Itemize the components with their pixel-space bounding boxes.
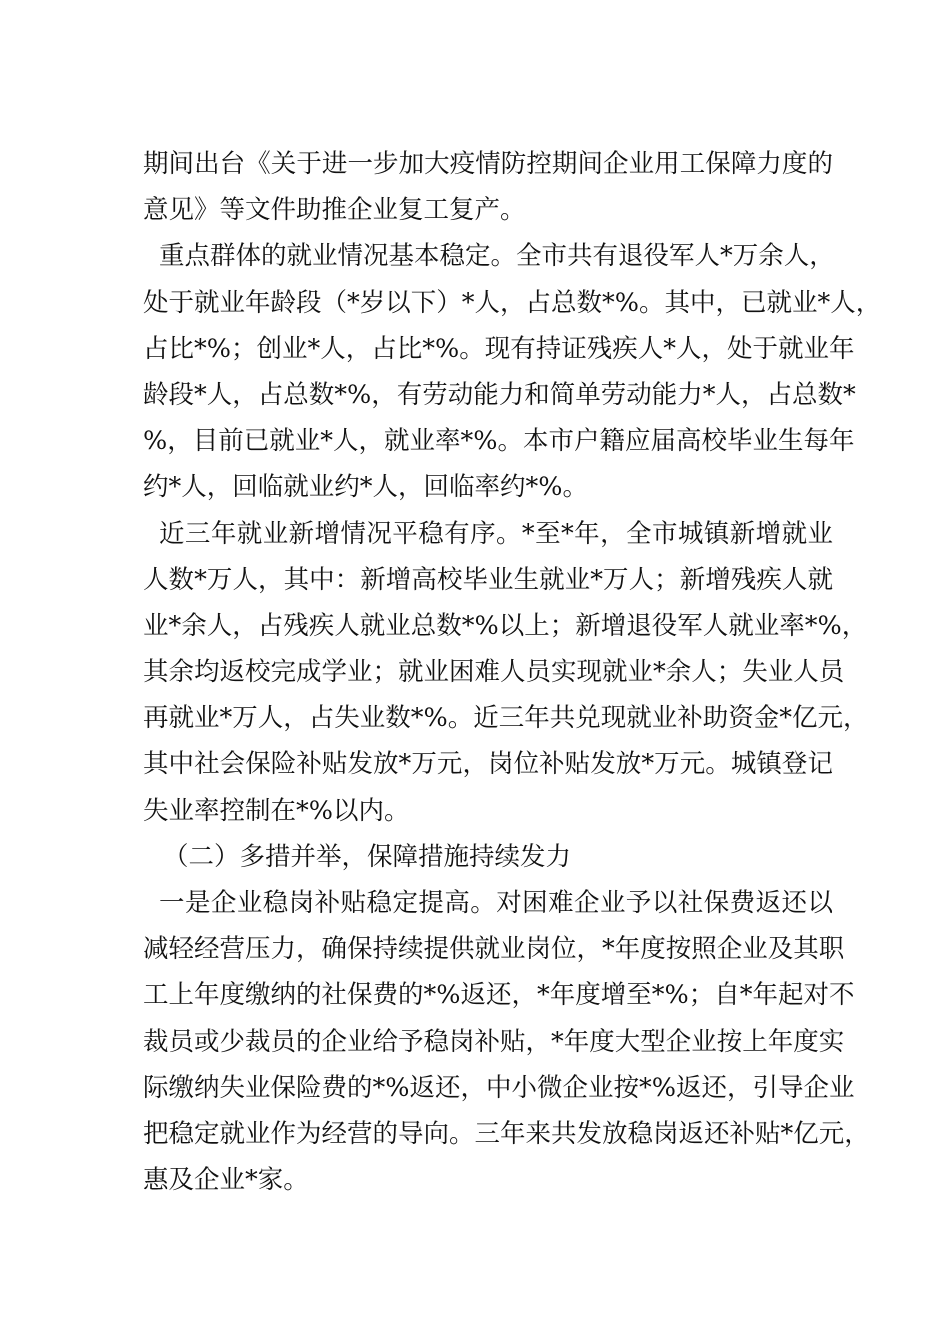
paragraph-line: 再就业*万人，占失业数*%。近三年共兑现就业补助资金*亿元， xyxy=(143,703,869,734)
paragraph-line: 一是企业稳岗补贴稳定提高。对困难企业予以社保费返还以 xyxy=(159,888,833,918)
paragraph-line: 龄段*人，占总数*%，有劳动能力和简单劳动能力*人，占总数* xyxy=(143,379,856,410)
paragraph-epidemic-policy xyxy=(143,141,833,233)
paragraph-line: %，目前已就业*人，就业率*%。本市户籍应届高校毕业生每年 xyxy=(143,426,855,457)
paragraph-line: 际缴纳失业保险费的*%返还，中小微企业按*%返还，引导企业 xyxy=(143,1072,855,1103)
paragraph-line: 重点群体的就业情况基本稳定。全市共有退役军人*万余人， xyxy=(159,241,835,272)
paragraph-line: 失业率控制在*%以内。 xyxy=(143,795,410,826)
paragraph-line: 把稳定就业作为经营的导向。三年来共发放稳岗返还补贴*亿元， xyxy=(143,1118,870,1149)
paragraph-three-years xyxy=(143,511,869,834)
paragraph-line: 其余均返校完成学业；就业困难人员实现就业*余人；失业人员 xyxy=(143,657,845,688)
paragraph-line: 裁员或少裁员的企业给予稳岗补贴，*年度大型企业按上年度实 xyxy=(143,1026,845,1057)
paragraph-line: 减轻经营压力，确保持续提供就业岗位，*年度按照企业及其职 xyxy=(143,934,845,965)
paragraph-line: 近三年就业新增情况平稳有序。*至*年，全市城镇新增就业 xyxy=(159,518,833,549)
paragraph-key-groups xyxy=(143,233,882,510)
section-heading: （二）多措并举，保障措施持续发力 xyxy=(163,841,572,872)
paragraph-line: 约*人，回临就业约*人，回临率约*%。 xyxy=(143,472,588,503)
paragraph-line: 业*余人，占残疾人就业总数*%以上；新增退役军人就业率*%， xyxy=(143,610,868,641)
paragraph-line: 人数*万人，其中：新增高校毕业生就业*万人；新增残疾人就 xyxy=(143,564,833,595)
paragraph-line: 意见》等文件助推企业复工复产。 xyxy=(143,195,526,226)
paragraph-line: 惠及企业*家。 xyxy=(143,1165,309,1196)
paragraph-subsidy xyxy=(143,880,870,1203)
paragraph-line: 期间出台《关于进一步加大疫情防控期间企业用工保障力度的 xyxy=(143,149,833,179)
paragraph-line: 工上年度缴纳的社保费的*%返还，*年度增至*%；自*年起对不 xyxy=(143,980,855,1011)
document-body xyxy=(143,141,882,1203)
paragraph-line: 处于就业年龄段（*岁以下）*人，占总数*%。其中，已就业*人， xyxy=(143,287,882,318)
paragraph-line: 其中社会保险补贴发放*万元，岗位补贴发放*万元。城镇登记 xyxy=(143,749,833,780)
paragraph-line: 占比*%；创业*人，占比*%。现有持证残疾人*人，处于就业年 xyxy=(143,333,855,364)
